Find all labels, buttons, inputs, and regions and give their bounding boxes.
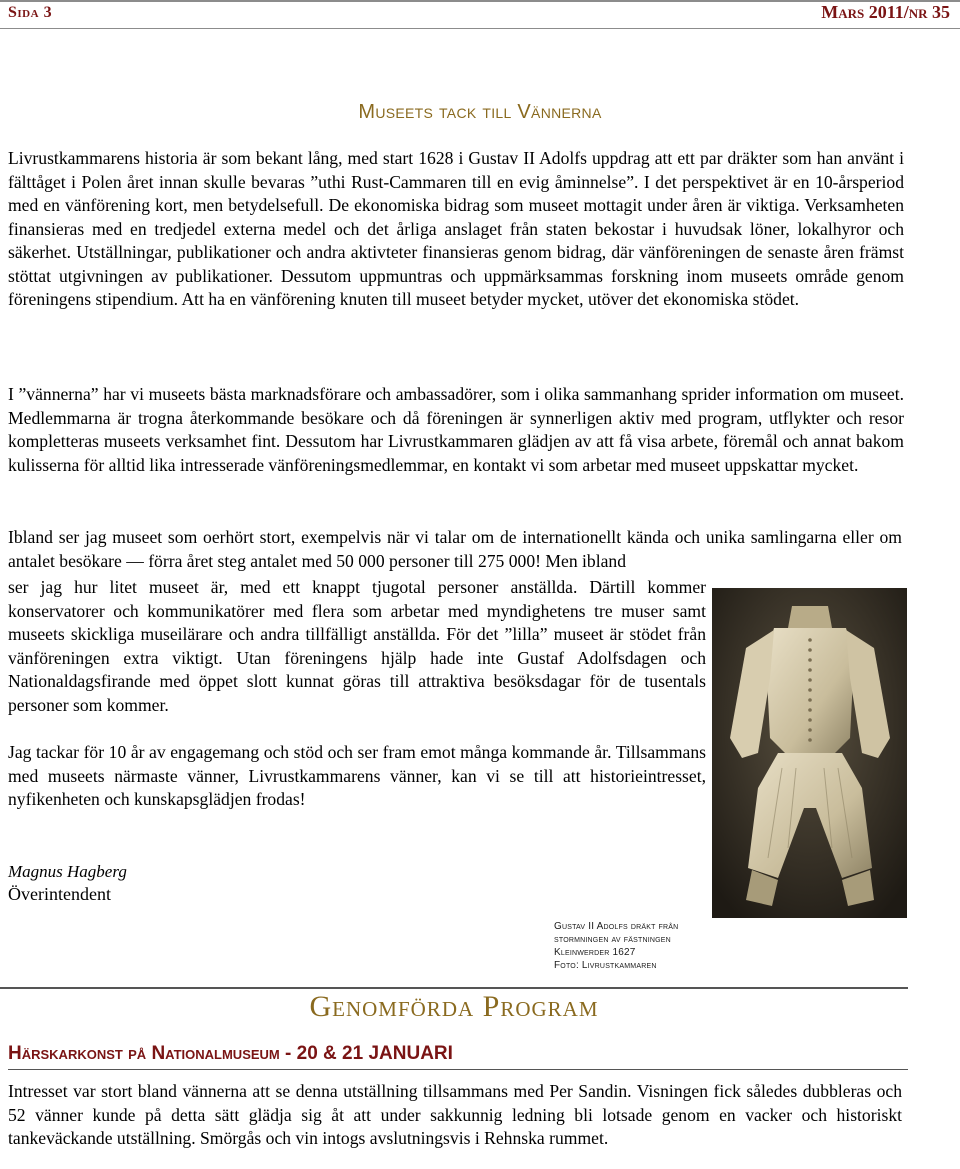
header-top-rule <box>0 0 960 2</box>
caption-line-2: stormningen av fästningen <box>554 934 671 945</box>
caption-line-1: Gustav II Adolfs dräkt från <box>554 921 679 932</box>
event-paragraph: Intresset var stort bland vännerna att se denna utställning tillsammans med Per Sandin. Visningen fick således dubbleras och 52 vänner kunde på detta sätt glädja sig åt att under sakkunnig ledning bli lotsade genom en vacker och historiskt tankeväckande utställning. Smörgås och vin intogs avslutningsvis i Rehnska rummet. <box>8 1081 902 1148</box>
article-paragraph-2: I ”vännerna” har vi museets bästa marknadsförare och ambassadörer, som i olika sammanhang sprider information om museet. Medlemmarna är trogna återkommande besökare och då föreningen är synnerligen aktiv med program, utflykter och resor kompletteras museets verksamhet fint. Dessutom har Livrustkammaren glädjen av att få visa arbete, föremål och annat bakom kulisserna för alltid lika intresserade vänföreningsmedlemmar, en kontakt vi som arbetar med museet uppskattar mycket. <box>8 384 904 475</box>
article-paragraph-4: Jag tackar för 10 år av engagemang och stöd och ser fram emot många kommande år. Tillsammans med museets närmaste vänner, Livrustkammarens vänner, kan vi se till att historieintresset, nyfikenheten och kunskapsglädjen frodas! <box>8 742 706 809</box>
caption-line-3: Kleinwerder 1627 <box>554 947 636 958</box>
header-bottom-rule <box>0 28 960 29</box>
costume-illustration <box>712 588 907 918</box>
article-paragraph-3-continued: ser jag hur litet museet är, med ett knappt tjugotal personer anställda. Därtill kommer konservatorer och kommunikatörer med flera som arbetar med myndighetens tre muser samt museets skickliga museilärare och andra tillfälligt anställda. För det ”lilla” museet är stödet från vänföreningen extra viktigt. Utan föreningens hjälp hade inte Gustaf Adolfsdagen och Nationaldagsfirande med öppet slott kunnat göras till attraktiva besöksdagar för de tusentals personer som kommer. <box>8 577 706 715</box>
article-paragraph-1: Livrustkammarens historia är som bekant lång, med start 1628 i Gustav II Adolfs uppdrag att ett par dräkter som han använt i fälttåget i Polen året innan skulle bevaras ”uthi Rust-Cammaren till en evig åminnelse”. I det perspektivet är en 10-årsperiod med en vänförening kort, men betydelsefull. De ekonomiska bidrag som museet mottagit under åren är viktiga. Verksamheten finansieras med en tredjedel externa medel och det årliga anslaget från staten bekostar i huvudsak löner, lokalhyror och säkerhet. Utställningar, publikationer och andra aktivteter finansieras genom bidrag, där vänföreningen de senaste åren främst stöttat utgivningen av publikationer. Dessutom uppmuntras och uppmärksammas forskning inom museets område genom föreningens stipendium. Att ha en vänförening knuten till museet betyder mycket, utöver det ekonomiska stödet. <box>8 148 904 309</box>
section-divider <box>0 987 908 989</box>
event-heading: Härskarkonst på Nationalmuseum - 20 & 21 JANUARI <box>8 1043 453 1064</box>
page-number: Sida 3 <box>8 4 53 21</box>
article-title: Museets tack till Vännerna <box>358 101 602 123</box>
event-heading-rule <box>8 1069 908 1070</box>
costume-photo <box>712 588 907 918</box>
article-paragraph-3: Ibland ser jag museet som oerhört stort, exempelvis när vi talar om de internationellt kända och unika samlingarna eller om antalet besökare — förra året steg antalet med 50 000 personer till 275 000! Men ibland <box>8 527 902 571</box>
signature-title: Överintendent <box>8 884 111 904</box>
issue-label: Mars 2011/nr 35 <box>821 2 950 22</box>
caption-line-4: Foto: Livrustkammaren <box>554 960 657 971</box>
section-title: Genomförda Program <box>309 990 599 1023</box>
signature-name: Magnus Hagberg <box>8 862 127 881</box>
signature-block <box>8 860 127 906</box>
photo-caption <box>554 920 714 972</box>
